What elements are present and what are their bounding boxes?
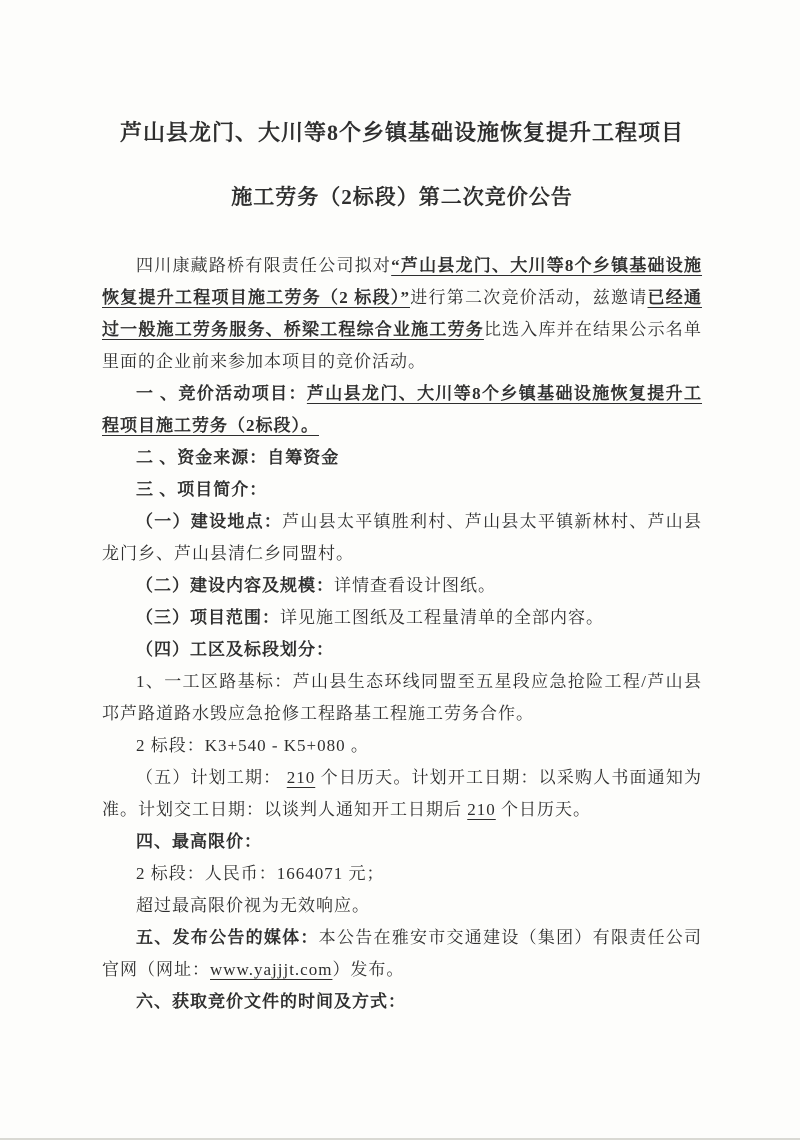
- price-note-text: 超过最高限价视为无效响应。: [136, 896, 370, 915]
- section-sub5: [102, 762, 702, 826]
- sub3-label: （三）项目范围：: [136, 608, 280, 627]
- intro-qualification: 已经通过一般施工劳务服务、桥梁工程综合业施工劳务: [102, 288, 702, 339]
- item2-label: 二 、资金来源：: [136, 448, 268, 467]
- intro-run5: 比选入库并在结果公示名单里面的企业前来参加本项目的竞价活动。: [102, 320, 702, 371]
- item5-post: ）发布。: [332, 960, 405, 979]
- section-zone1: [102, 666, 702, 730]
- section-price: [102, 858, 702, 890]
- section-item6: [102, 986, 702, 1018]
- sub4-label: （四）工区及标段划分：: [136, 640, 334, 659]
- zone1-text: 1、一工区路基标：芦山县生态环线同盟至五星段应急抢险工程/芦山县邛芦路道路水毁应急抢修工程路基工程施工劳务合作。: [102, 672, 702, 723]
- item6-label: 六、获取竞价文件的时间及方式：: [136, 992, 406, 1011]
- document-content: [102, 118, 702, 1018]
- section-sub4: [102, 634, 702, 666]
- intro-run1: 四川康藏路桥有限责任公司拟对: [136, 256, 392, 275]
- document-body: [102, 250, 702, 1018]
- section-zone2: [102, 730, 702, 762]
- zone2-text: 2 标段：K3+540 - K5+080 。: [136, 736, 369, 755]
- item1-value: 芦山县龙门、大川等8个乡镇基础设施恢复提升工程项目施工劳务（2标段）。: [102, 384, 703, 435]
- sub2-value: 详情查看设计图纸。: [334, 576, 496, 595]
- sub5-label: （五）计划工期：: [136, 768, 287, 787]
- section-sub2: [102, 570, 702, 602]
- intro-project-name: “芦山县龙门、大川等8个乡镇基础设施恢复提升工程项目施工劳务（2 标段）”: [102, 256, 703, 307]
- item5-pre: 本公告在雅安市交通建设（集团）有限责任公司官网（网址：: [102, 928, 703, 979]
- section-sub1: [102, 506, 702, 570]
- sub5-duration-2: 210: [467, 800, 496, 819]
- section-item3: [102, 474, 702, 506]
- sub1-label: （一）建设地点：: [136, 512, 283, 531]
- document-title-line1: 芦山县龙门、大川等8个乡镇基础设施恢复提升工程项目: [119, 120, 684, 145]
- item3-label: 三 、项目简介：: [136, 480, 268, 499]
- section-item1: [102, 378, 702, 442]
- item4-label: 四、最高限价：: [136, 832, 262, 851]
- document-title-line2: 施工劳务（2标段）第二次竞价公告: [231, 185, 573, 209]
- sub2-label: （二）建设内容及规模：: [136, 576, 334, 595]
- section-item2: [102, 442, 702, 474]
- sub5-duration-1: 210: [286, 768, 316, 787]
- section-sub3: [102, 602, 702, 634]
- section-price-note: [102, 890, 702, 922]
- section-item4: [102, 826, 702, 858]
- price-text: 2 标段：人民币：1664071 元；: [136, 864, 385, 883]
- item5-label: 五、发布公告的媒体：: [136, 928, 319, 947]
- sub5-tail: 个日历天。: [495, 800, 591, 819]
- intro-paragraph: [102, 250, 702, 378]
- item1-label: 一 、竞价活动项目：: [136, 384, 307, 403]
- intro-run3: 进行第二次竞价活动，兹邀请: [410, 288, 648, 307]
- section-item5: [102, 922, 702, 986]
- item2-value: 自筹资金: [267, 448, 340, 467]
- sub3-value: 详见施工图纸及工程量清单的全部内容。: [280, 608, 604, 627]
- item5-website-url: www.yajjjt.com: [210, 960, 333, 979]
- sub1-value: 芦山县太平镇胜利村、芦山县太平镇新林村、芦山县龙门乡、芦山县清仁乡同盟村。: [102, 512, 703, 563]
- sub5-mid: 个日历天。计划开工日期：以采购人书面通知为准。计划交工日期：以谈判人通知开工日期后: [102, 768, 702, 819]
